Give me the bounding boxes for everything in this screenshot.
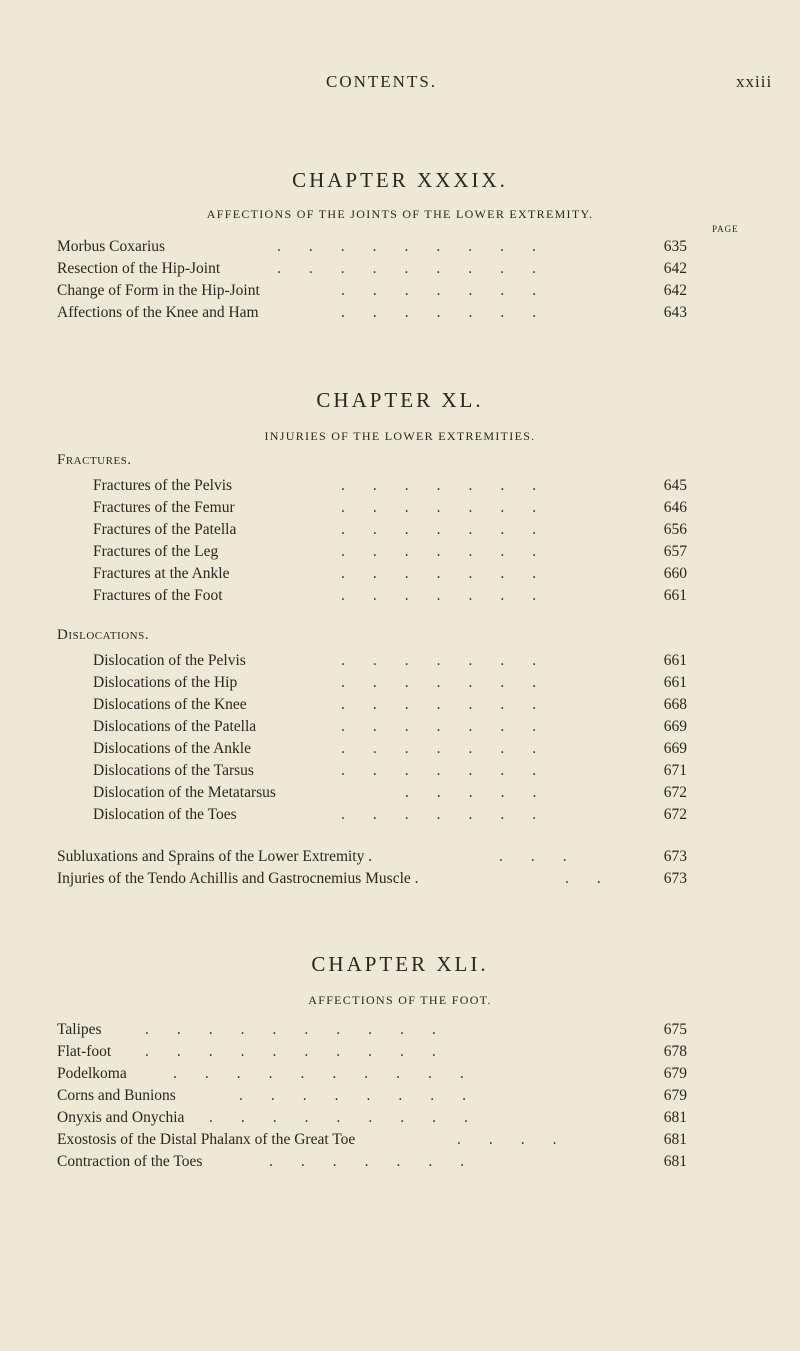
toc-entry: [57, 846, 687, 868]
entry-page-number: 646: [663, 499, 687, 516]
dot-leader: ..........: [173, 1065, 492, 1082]
entry-label: Onyxis and Onychia: [57, 1109, 185, 1126]
entry-page-number: 669: [663, 718, 687, 735]
toc-entry: [57, 1041, 687, 1063]
entry-page-number: 661: [663, 587, 687, 604]
toc-entry: [93, 563, 687, 585]
running-head-title: CONTENTS.: [326, 72, 438, 91]
entry-label: Fractures of the Leg: [93, 543, 219, 560]
entry-page-number: 643: [663, 304, 687, 321]
toc-entry: [93, 541, 687, 563]
entry-page-number: 679: [663, 1065, 687, 1082]
toc-entry: [93, 585, 687, 607]
dot-leader: .......: [341, 762, 565, 779]
dot-leader: .......: [341, 282, 565, 299]
entry-page-number: 661: [663, 652, 687, 669]
dot-leader: .......: [341, 477, 565, 494]
dot-leader: .....: [405, 784, 565, 801]
entry-label: Dislocation of the Metatarsus: [93, 784, 276, 801]
dot-leader: .......: [341, 674, 565, 691]
entry-page-number: 673: [663, 870, 687, 887]
toc-entry: [57, 236, 687, 258]
toc-entry: [57, 280, 687, 302]
toc-entry: [93, 475, 687, 497]
entry-page-number: 645: [663, 477, 687, 494]
toc-entry: [57, 258, 687, 280]
entry-page-number: 675: [663, 1021, 687, 1038]
entry-page-number: 681: [663, 1109, 687, 1126]
toc-entry: [57, 1151, 687, 1173]
entry-label: Contraction of the Toes: [57, 1153, 203, 1170]
entry-label: Subluxations and Sprains of the Lower Extremity .: [57, 848, 373, 865]
entry-page-number: 681: [663, 1153, 687, 1170]
dot-leader: .......: [341, 521, 565, 538]
entry-page-number: 678: [663, 1043, 687, 1060]
entry-label: Injuries of the Tendo Achillis and Gastrocnemius Muscle .: [57, 870, 419, 887]
entry-page-number: 635: [663, 238, 687, 255]
section-heading: Fractures.: [57, 452, 132, 468]
entry-label: Podelkoma: [57, 1065, 127, 1082]
entry-page-number: 672: [663, 806, 687, 823]
dot-leader: .......: [341, 652, 565, 669]
entry-label: Resection of the Hip-Joint: [57, 260, 221, 277]
dot-leader: ..: [565, 870, 629, 887]
chapter-title: CHAPTER XXXIX.: [292, 168, 508, 192]
dot-leader: ...: [499, 848, 595, 865]
chapter-subtitle: INJURIES OF THE LOWER EXTREMITIES.: [264, 429, 536, 443]
chapter-subtitle: AFFECTIONS OF THE JOINTS OF THE LOWER EXTREMITY.: [206, 207, 594, 221]
entry-page-number: 672: [663, 784, 687, 801]
dot-leader: .......: [341, 499, 565, 516]
entry-label: Change of Form in the Hip-Joint: [57, 282, 260, 299]
entry-label: Fractures at the Ankle: [93, 565, 230, 582]
entry-label: Dislocations of the Hip: [93, 674, 238, 691]
entry-label: Fractures of the Pelvis: [93, 477, 233, 494]
toc-entry: [57, 1129, 687, 1151]
toc-entry: [57, 1019, 687, 1041]
dot-leader: ..........: [145, 1043, 464, 1060]
dot-leader: .......: [341, 718, 565, 735]
toc-entry: [57, 1063, 687, 1085]
toc-entry: [93, 760, 687, 782]
toc-entry: [93, 672, 687, 694]
entry-label: Fractures of the Patella: [93, 521, 237, 538]
dot-leader: .......: [341, 806, 565, 823]
toc-entry: [57, 868, 687, 890]
entry-page-number: 668: [663, 696, 687, 713]
entry-page-number: 671: [663, 762, 687, 779]
entry-page-number: 657: [663, 543, 687, 560]
toc-entry: [57, 1107, 687, 1129]
entry-page-number: 660: [663, 565, 687, 582]
entry-page-number: 673: [663, 848, 687, 865]
entry-page-number: 669: [663, 740, 687, 757]
entry-label: Dislocations of the Tarsus: [93, 762, 254, 779]
toc-entry: [93, 650, 687, 672]
entry-page-number: 656: [663, 521, 687, 538]
dot-leader: .......: [341, 565, 565, 582]
entry-label: Fractures of the Femur: [93, 499, 235, 516]
entry-label: Affections of the Knee and Ham: [57, 304, 259, 321]
dot-leader: ........: [239, 1087, 494, 1104]
entry-label: Dislocations of the Ankle: [93, 740, 251, 757]
toc-entry: [93, 519, 687, 541]
entry-label: Dislocations of the Knee: [93, 696, 247, 713]
chapter-title: CHAPTER XLI.: [311, 952, 489, 976]
entry-page-number: 642: [663, 282, 687, 299]
dot-leader: .......: [341, 587, 565, 604]
entry-page-number: 681: [663, 1131, 687, 1148]
toc-entry: [57, 302, 687, 324]
chapter-title: CHAPTER XL.: [316, 388, 484, 412]
entry-label: Dislocation of the Pelvis: [93, 652, 246, 669]
dot-leader: .......: [341, 696, 565, 713]
dot-leader: .......: [341, 304, 565, 321]
entry-label: Talipes: [57, 1021, 102, 1038]
dot-leader: .........: [277, 260, 564, 277]
toc-entry: [93, 782, 687, 804]
entry-page-number: 679: [663, 1087, 687, 1104]
entry-label: Dislocations of the Patella: [93, 718, 257, 735]
dot-leader: .......: [269, 1153, 493, 1170]
toc-entry: [57, 1085, 687, 1107]
dot-leader: .......: [341, 543, 565, 560]
dot-leader: ....: [457, 1131, 585, 1148]
entry-label: Morbus Coxarius: [57, 238, 166, 255]
entry-label: Fractures of the Foot: [93, 587, 223, 604]
entry-label: Exostosis of the Distal Phalanx of the Great Toe: [57, 1131, 356, 1148]
chapter-subtitle: AFFECTIONS OF THE FOOT.: [308, 993, 492, 1007]
page-column-label: PAGE: [712, 224, 739, 234]
dot-leader: .......: [341, 740, 565, 757]
toc-entry: [93, 497, 687, 519]
toc-entry: [93, 804, 687, 826]
running-head-page-number: xxiii: [736, 72, 773, 91]
entry-label: Flat-foot: [57, 1043, 112, 1060]
toc-entry: [93, 738, 687, 760]
toc-entry: [93, 694, 687, 716]
entry-label: Dislocation of the Toes: [93, 806, 237, 823]
dot-leader: .........: [209, 1109, 496, 1126]
entry-page-number: 642: [663, 260, 687, 277]
dot-leader: ..........: [145, 1021, 464, 1038]
dot-leader: .........: [277, 238, 564, 255]
entry-label: Corns and Bunions: [57, 1087, 176, 1104]
section-heading: Dislocations.: [57, 627, 149, 643]
toc-entry: [93, 716, 687, 738]
entry-page-number: 661: [663, 674, 687, 691]
